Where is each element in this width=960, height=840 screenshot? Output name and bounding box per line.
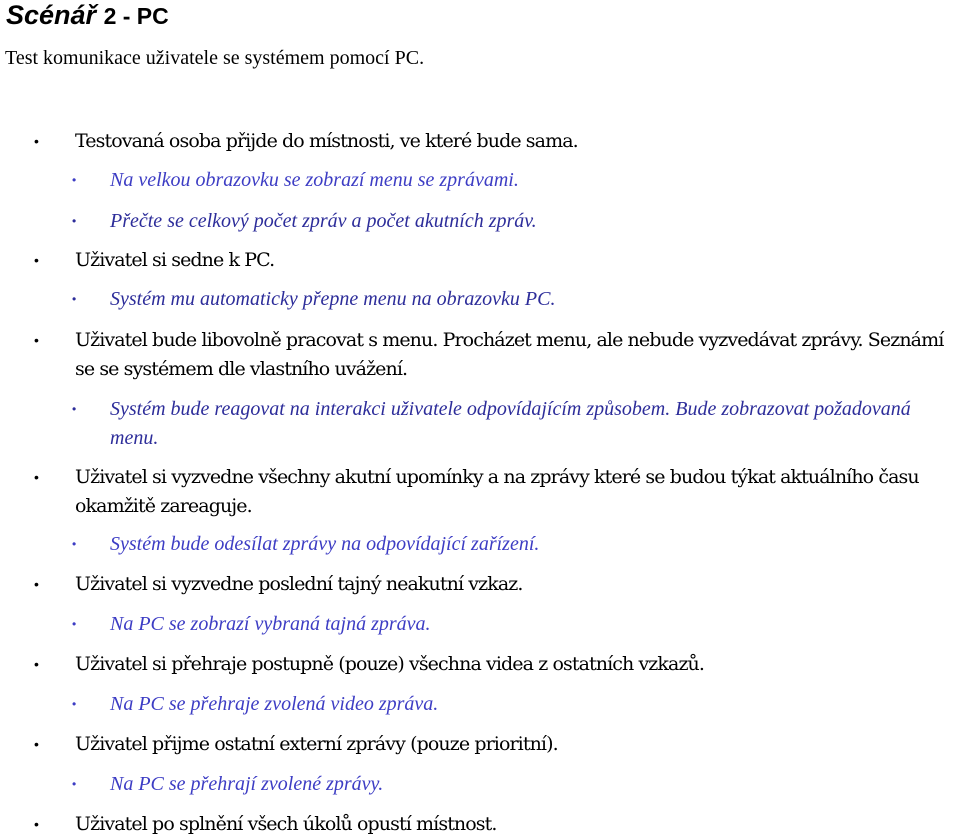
bullet-icon: • bbox=[72, 214, 77, 228]
step-text: Uživatel si sedne k PC. bbox=[75, 249, 275, 271]
bullet-icon: • bbox=[72, 777, 77, 791]
step-text: Uživatel si vyzvedne všechny akutní upomínky a na zprávy které se budou týkat aktuálního času okamžitě zareaguje. bbox=[75, 466, 919, 517]
bullet-icon: • bbox=[34, 576, 39, 592]
bullet-icon: • bbox=[72, 292, 77, 306]
step-text: Uživatel přijme ostatní externí zprávy (pouze prioritní). bbox=[75, 733, 558, 755]
bullet-icon: • bbox=[72, 173, 77, 187]
bullet-icon: • bbox=[34, 469, 39, 485]
step-text: Uživatel si přehraje postupně (pouze) všechna videa z ostatních vzkazů. bbox=[75, 653, 705, 675]
bullet-icon: • bbox=[34, 656, 39, 672]
step-text: Systém mu automaticky přepne menu na obrazovku PC. bbox=[110, 288, 556, 310]
scenario-title-number: 2 - PC bbox=[103, 3, 169, 29]
step-text: Systém bude reagovat na interakci uživatele odpovídajícím způsobem. Bude zobrazovat požadovaná menu. bbox=[110, 398, 911, 449]
scenario-title-word: Scénář bbox=[6, 0, 97, 30]
bullet-icon: • bbox=[34, 816, 39, 832]
step-text: Na PC se zobrazí vybraná tajná zpráva. bbox=[110, 613, 431, 635]
bullet-icon: • bbox=[72, 402, 77, 416]
bullet-icon: • bbox=[72, 697, 77, 711]
bullet-icon: • bbox=[34, 332, 39, 348]
step-text: Přečte se celkový počet zpráv a počet akutních zpráv. bbox=[110, 210, 537, 232]
step-text: Na velkou obrazovku se zobrazí menu se zprávami. bbox=[110, 169, 519, 191]
bullet-icon: • bbox=[34, 252, 39, 268]
step-text: Na PC se přehraje zvolená video zpráva. bbox=[110, 693, 439, 715]
bullet-icon: • bbox=[34, 133, 39, 149]
step-text: Uživatel si vyzvedne poslední tajný neakutní vzkaz. bbox=[75, 573, 523, 595]
step-text: Testovaná osoba přijde do místnosti, ve které bude sama. bbox=[75, 130, 578, 152]
scenario-subtitle: Test komunikace uživatele se systémem pomocí PC. bbox=[5, 47, 425, 69]
step-text: Uživatel bude libovolně pracovat s menu. Procházet menu, ale nebude vyzvedávat zprávy. Seznámí se se systémem dle vlastního uvážení. bbox=[75, 329, 944, 380]
step-text: Systém bude odesílat zprávy na odpovídající zařízení. bbox=[110, 533, 540, 555]
bullet-icon: • bbox=[72, 617, 77, 631]
scenario-title bbox=[6, 0, 169, 32]
step-text: Uživatel po splnění všech úkolů opustí místnost. bbox=[75, 813, 497, 835]
step-text: Na PC se přehrají zvolené zprávy. bbox=[110, 773, 384, 795]
bullet-icon: • bbox=[72, 537, 77, 551]
bullet-icon: • bbox=[34, 736, 39, 752]
